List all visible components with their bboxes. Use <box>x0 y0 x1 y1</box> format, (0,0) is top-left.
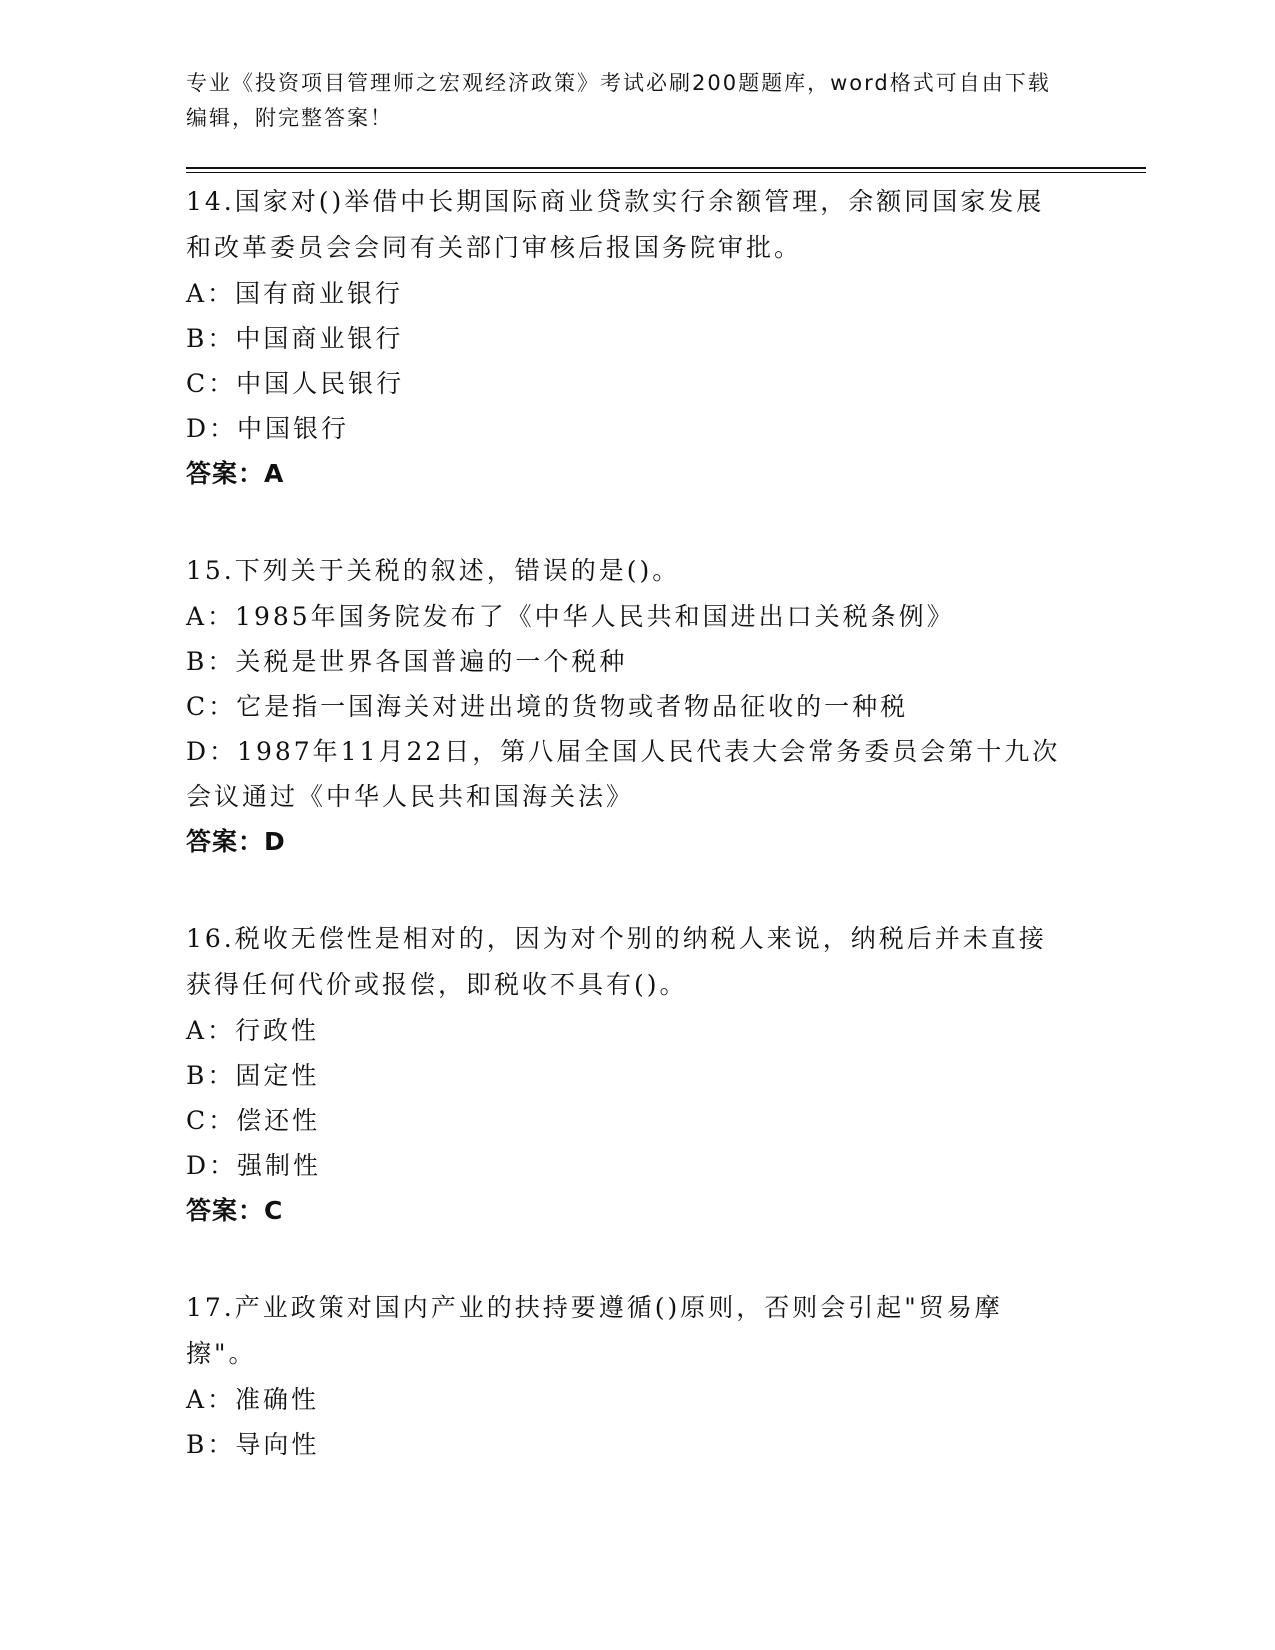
option-a: A：1985年国务院发布了《中华人民共和国进出口关税条例》 <box>186 602 955 631</box>
option-b: B：中国商业银行 <box>186 324 404 353</box>
question-14 <box>186 179 1146 496</box>
question-gap <box>186 864 1146 910</box>
header-divider <box>186 167 1146 173</box>
question-text: 16.税收无偿性是相对的，因为对个别的纳税人来说，纳税后并未直接获得任何代价或报偿，即税收不具有()。 <box>186 924 1047 999</box>
answer-line: 答案：C <box>186 1196 284 1225</box>
option-d: D：1987年11月22日，第八届全国人民代表大会常务委员会第十九次会议通过《中华人民共和国海关法》 <box>186 737 1061 811</box>
question-17 <box>186 1285 1146 1467</box>
option-b: B：关税是世界各国普遍的一个税种 <box>186 647 628 676</box>
question-text: 15.下列关于关税的叙述，错误的是()。 <box>186 556 681 585</box>
option-d: D：中国银行 <box>186 414 350 443</box>
option-c: C：它是指一国海关对进出境的货物或者物品征收的一种税 <box>186 692 909 721</box>
option-c: C：偿还性 <box>186 1106 321 1135</box>
question-text: 14.国家对()举借中长期国际商业贷款实行余额管理，余额同国家发展和改革委员会会同有关部门审核后报国务院审批。 <box>186 187 1045 262</box>
option-b: B：固定性 <box>186 1061 320 1090</box>
option-a: A：行政性 <box>186 1016 320 1045</box>
option-a: A：准确性 <box>186 1385 320 1414</box>
option-a: A：国有商业银行 <box>186 279 404 308</box>
question-15 <box>186 548 1146 864</box>
question-gap <box>186 1233 1146 1279</box>
option-b: B：导向性 <box>186 1430 320 1459</box>
option-c: C：中国人民银行 <box>186 369 405 398</box>
document-page <box>186 66 1146 1467</box>
document-header: 专业《投资项目管理师之宏观经济政策》考试必刷200题题库，word格式可自由下载编辑，附完整答案！ <box>186 71 1051 130</box>
question-16 <box>186 916 1146 1233</box>
question-text: 17.产业政策对国内产业的扶持要遵循()原则，否则会引起"贸易摩擦"。 <box>186 1293 1003 1368</box>
question-gap <box>186 496 1146 542</box>
option-d: D：强制性 <box>186 1151 322 1180</box>
answer-line: 答案：D <box>186 827 286 856</box>
answer-line: 答案：A <box>186 459 285 488</box>
